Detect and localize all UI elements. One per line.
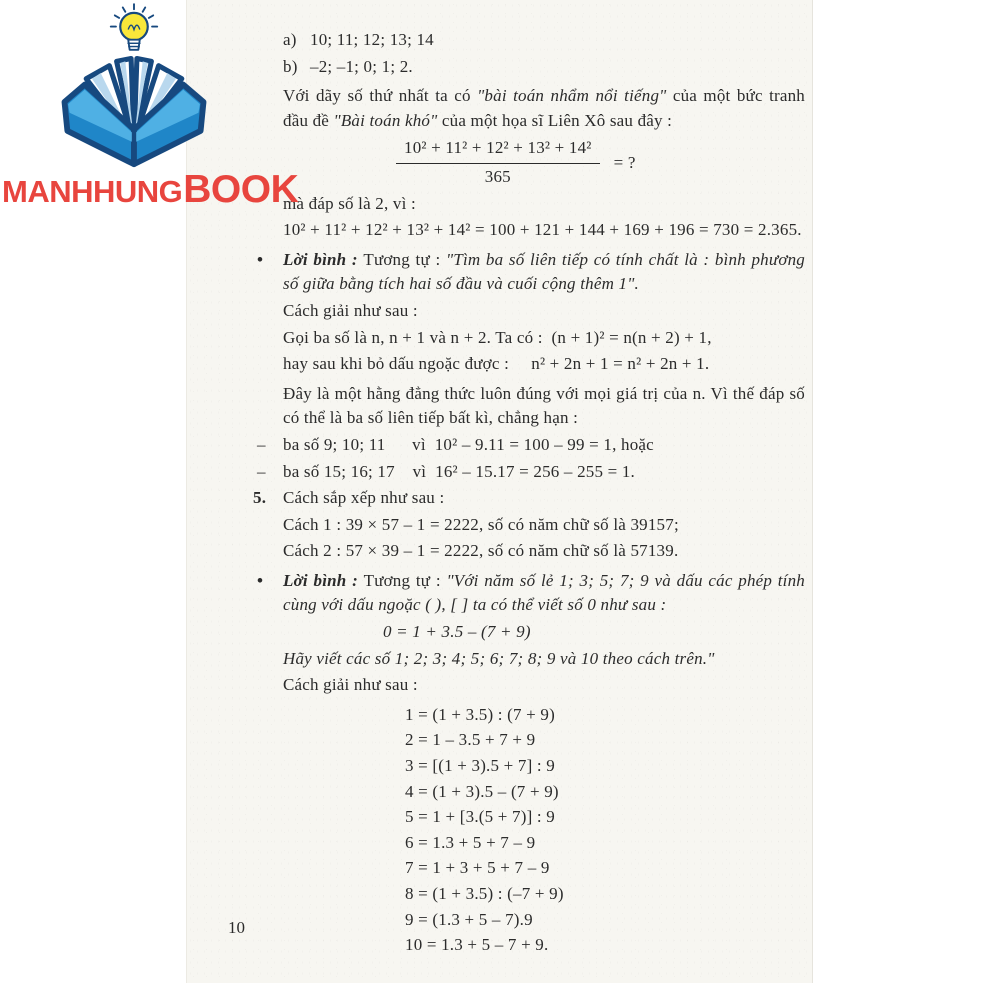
text-run: "Với năm số lẻ 1; 3; 5; 7; 9 và dấu các phép tính cùng với dấu ngoặc ( ), [ ] ta có thể viết số 0 như sau :	[283, 570, 805, 615]
text-line	[283, 28, 805, 53]
text-line	[283, 299, 805, 324]
text-line	[257, 248, 806, 297]
bookstore-logo	[28, 2, 240, 170]
text-run: Lời bình :	[283, 249, 364, 269]
text-run: 6 = 1.3 + 5 + 7 – 9	[405, 832, 536, 852]
text-run: Lời bình :	[283, 570, 364, 590]
text-run: 4 = (1 + 3).5 – (7 + 9)	[405, 781, 559, 801]
equation-line	[405, 754, 805, 779]
text-line	[283, 218, 805, 243]
text-run: Cách 2 : 57 × 39 – 1 = 2222, số có năm chữ số là 57139.	[283, 541, 679, 561]
text-line	[283, 673, 805, 698]
equation-line	[405, 856, 805, 881]
equation-line	[405, 805, 805, 830]
text-run: –2; –1; 0; 1; 2.	[310, 56, 413, 76]
brand-wordmark	[2, 168, 298, 212]
text-line	[283, 192, 805, 217]
text-run: mà đáp số là 2, vì :	[283, 193, 416, 213]
fraction-numerator: 10² + 11² + 12² + 13² + 14²	[404, 138, 592, 158]
page-number: 10	[228, 918, 245, 937]
text-line	[283, 326, 805, 351]
text-run: Đây là một hằng đẳng thức luôn đúng với mọi giá trị của n. Vì thế đáp số có thể là ba số liên tiếp bất kì, chẳng hạn :	[283, 383, 805, 428]
line-marker: a)	[283, 30, 297, 49]
fraction-denominator: 365	[396, 163, 600, 190]
text-line	[253, 486, 805, 511]
text-run: 0 = 1 + 3.5 – (7 + 9)	[383, 622, 531, 642]
text-run: 1 = (1 + 3.5) : (7 + 9)	[405, 704, 555, 724]
fraction-body	[396, 136, 600, 189]
equation-line	[405, 882, 805, 907]
page-content	[186, 0, 811, 958]
text-run: của một bức tranh đầu đề	[283, 86, 805, 130]
open-book-icon	[64, 58, 203, 164]
line-marker: •	[257, 249, 264, 269]
text-run: "Bài toán khó"	[333, 110, 438, 130]
line-marker: –	[257, 434, 266, 454]
text-line	[383, 620, 805, 645]
line-marker: –	[257, 461, 266, 481]
text-run: 10² + 11² + 12² + 13² + 14² = 100 + 121 + 144 + 169 + 196 = 730 = 2.365.	[283, 220, 802, 240]
text-line	[283, 382, 805, 431]
text-run: Cách sắp xếp như sau :	[283, 488, 445, 508]
text-run: "Tìm ba số liên tiếp có tính chất là : bình phương số giữa bằng tích hai số đầu và cuối cộng thêm 1".	[283, 249, 806, 294]
text-line	[283, 84, 805, 133]
text-run: Với dãy số thứ nhất ta có	[283, 86, 478, 106]
text-run: 8 = (1 + 3.5) : (–7 + 9)	[405, 884, 564, 903]
text-run: 7 = 1 + 3 + 5 + 7 – 9	[405, 858, 550, 878]
text-run: Cách giải như sau :	[283, 300, 418, 320]
text-run: "bài toán nhẩm nổi tiếng"	[477, 86, 667, 106]
text-line	[257, 460, 805, 485]
equation-line	[405, 780, 805, 805]
text-run: 10 = 1.3 + 5 – 7 + 9.	[405, 935, 549, 955]
text-line	[257, 569, 805, 618]
brand-second-word: BOOK	[183, 168, 299, 211]
text-run: Cách giải như sau :	[283, 675, 418, 695]
text-run: 5 = 1 + [3.(5 + 7)] : 9	[405, 807, 555, 827]
line-marker: 5.	[253, 488, 267, 508]
brand-first-word: MANHHUNG	[2, 174, 183, 209]
lightbulb-icon	[111, 4, 157, 50]
text-run: ba số 15; 16; 17 vì 16² – 15.17 = 256 – 255 = 1.	[283, 461, 636, 481]
equation-line	[405, 703, 805, 728]
text-line	[283, 539, 805, 564]
text-line	[283, 352, 805, 377]
line-marker: •	[257, 570, 264, 590]
text-run: Hãy viết các số 1; 2; 3; 4; 5; 6; 7; 8; 9 và 10 theo cách trên."	[283, 648, 715, 668]
fraction-rhs: = ?	[613, 152, 636, 172]
text-run: Cách 1 : 39 × 57 – 1 = 2222, số có năm chữ số là 39157;	[283, 514, 679, 534]
text-run: hay sau khi bỏ dấu ngoặc được : n² + 2n + 1 = n² + 2n + 1.	[283, 354, 710, 374]
text-run: 2 = 1 – 3.5 + 7 + 9	[405, 730, 536, 750]
text-run: Tương tự :	[363, 249, 446, 269]
text-run: 9 = (1.3 + 5 – 7).9	[405, 909, 533, 929]
text-line	[283, 647, 805, 672]
math-fraction	[283, 136, 805, 189]
text-run: ba số 9; 10; 11 vì 10² – 9.11 = 100 – 99 = 1, hoặc	[283, 434, 654, 454]
text-line	[257, 433, 805, 458]
equation-line	[405, 728, 805, 753]
text-run: Gọi ba số là n, n + 1 và n + 2. Ta có : (n + 1)² = n(n + 2) + 1,	[283, 327, 712, 347]
text-run: Tương tự :	[363, 570, 447, 590]
equation-line	[405, 933, 805, 958]
text-line	[283, 513, 805, 538]
text-line	[283, 55, 805, 80]
text-run: của một họa sĩ Liên Xô sau đây :	[437, 110, 673, 130]
equation-line	[405, 831, 805, 856]
line-marker: b)	[283, 56, 298, 76]
text-run: 10; 11; 12; 13; 14	[310, 30, 434, 49]
equation-line	[405, 908, 805, 933]
text-run: 3 = [(1 + 3).5 + 7] : 9	[405, 756, 555, 776]
